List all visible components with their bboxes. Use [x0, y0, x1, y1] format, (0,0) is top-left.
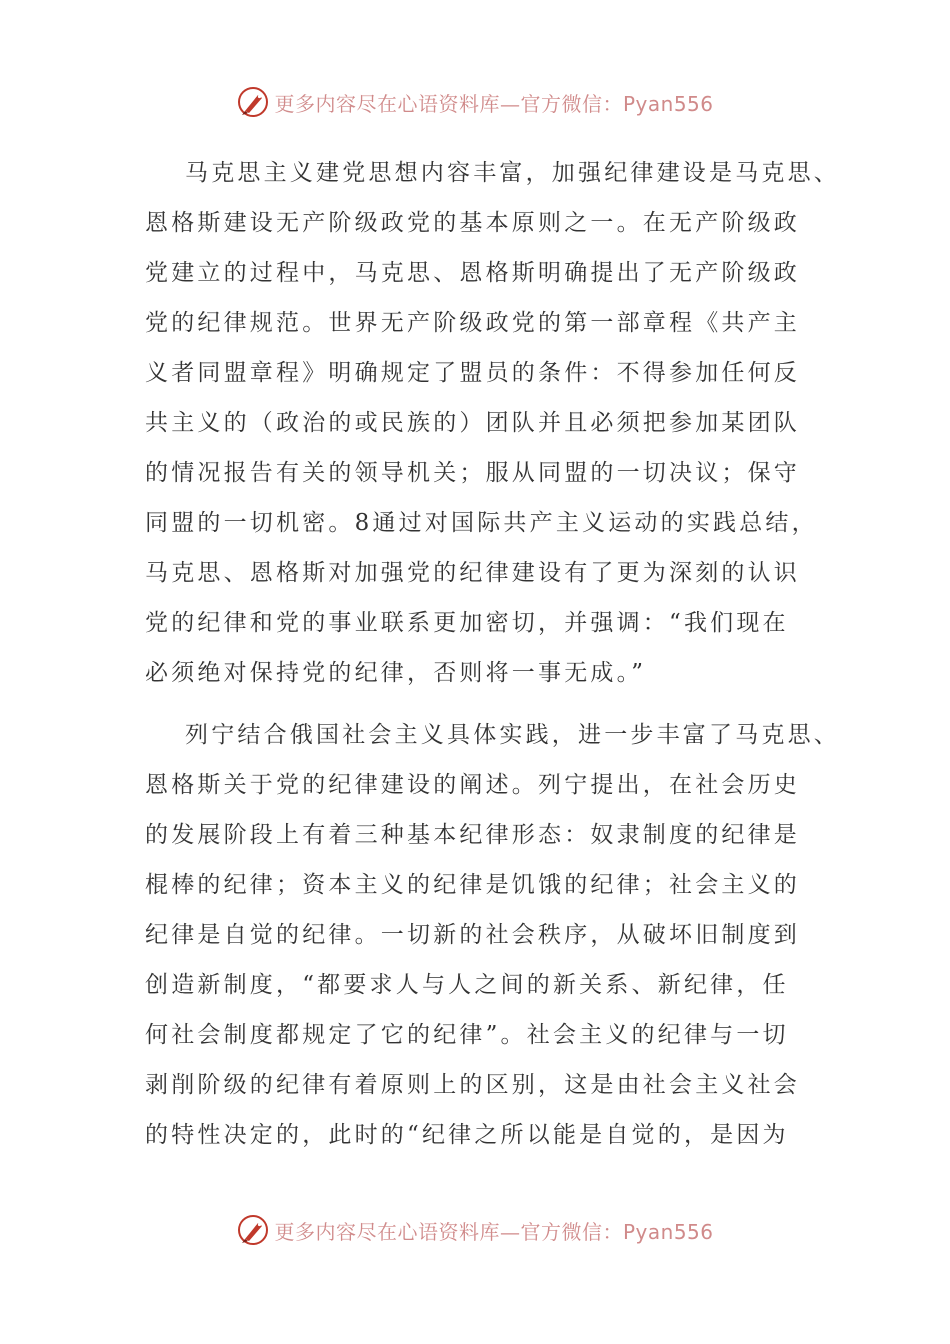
text-line: 棍棒的纪律；资本主义的纪律是饥饿的纪律；社会主义的 — [145, 872, 800, 898]
text-line: 党的纪律规范。世界无产阶级政党的第一部章程《共产主 — [145, 310, 800, 336]
text-line: 马克思主义建党思想内容丰富，加强纪律建设是马克思、 — [185, 160, 840, 186]
text-line: 党建立的过程中，马克思、恩格斯明确提出了无产阶级政 — [145, 260, 800, 286]
text-line: 的发展阶段上有着三种基本纪律形态：奴隶制度的纪律是 — [145, 822, 800, 848]
text-line: 何社会制度都规定了它的纪律”。社会主义的纪律与一切 — [145, 1022, 789, 1048]
header-banner — [0, 84, 950, 120]
paragraph-2 — [145, 710, 840, 1160]
banner-text: 更多内容尽在心语资料库—官方微信：Pyan556 — [274, 91, 714, 116]
text-line: 的情况报告有关的领导机关；服从同盟的一切决议；保守 — [145, 460, 800, 486]
text-line: 义者同盟章程》明确规定了盟员的条件：不得参加任何反 — [145, 360, 800, 386]
text-line: 列宁结合俄国社会主义具体实践，进一步丰富了马克思、 — [185, 722, 840, 748]
text-line: 恩格斯建设无产阶级政党的基本原则之一。在无产阶级政 — [145, 210, 800, 236]
wechat-id: Pyan556 — [622, 91, 714, 116]
text-line: 剥削阶级的纪律有着原则上的区别，这是由社会主义社会 — [145, 1072, 800, 1098]
text-line: 纪律是自觉的纪律。一切新的社会秩序，从破坏旧制度到 — [145, 922, 800, 948]
text-line: 马克思、恩格斯对加强党的纪律建设有了更为深刻的认识 — [145, 560, 800, 586]
footer-banner — [0, 1212, 950, 1248]
banner-text: 更多内容尽在心语资料库—官方微信：Pyan556 — [274, 1219, 714, 1244]
pen-nib-circle-icon — [236, 85, 270, 119]
text-line: 必须绝对保持党的纪律，否则将一事无成。” — [145, 660, 647, 686]
paragraph-1 — [145, 148, 840, 698]
text-line: 的特性决定的，此时的“纪律之所以能是自觉的，是因为 — [145, 1122, 789, 1148]
wechat-id: Pyan556 — [622, 1219, 714, 1244]
text-line: 共主义的（政治的或民族的）团队并且必须把参加某团队 — [145, 410, 800, 436]
text-line: 恩格斯关于党的纪律建设的阐述。列宁提出，在社会历史 — [145, 772, 800, 798]
document-body — [145, 148, 840, 1160]
pen-nib-circle-icon — [236, 1213, 270, 1247]
text-line: 创造新制度，“都要求人与人之间的新关系、新纪律，任 — [145, 972, 789, 998]
text-line: 党的纪律和党的事业联系更加密切，并强调：“我们现在 — [145, 610, 789, 636]
text-line: 同盟的一切机密。8通过对国际共产主义运动的实践总结， — [145, 510, 818, 536]
